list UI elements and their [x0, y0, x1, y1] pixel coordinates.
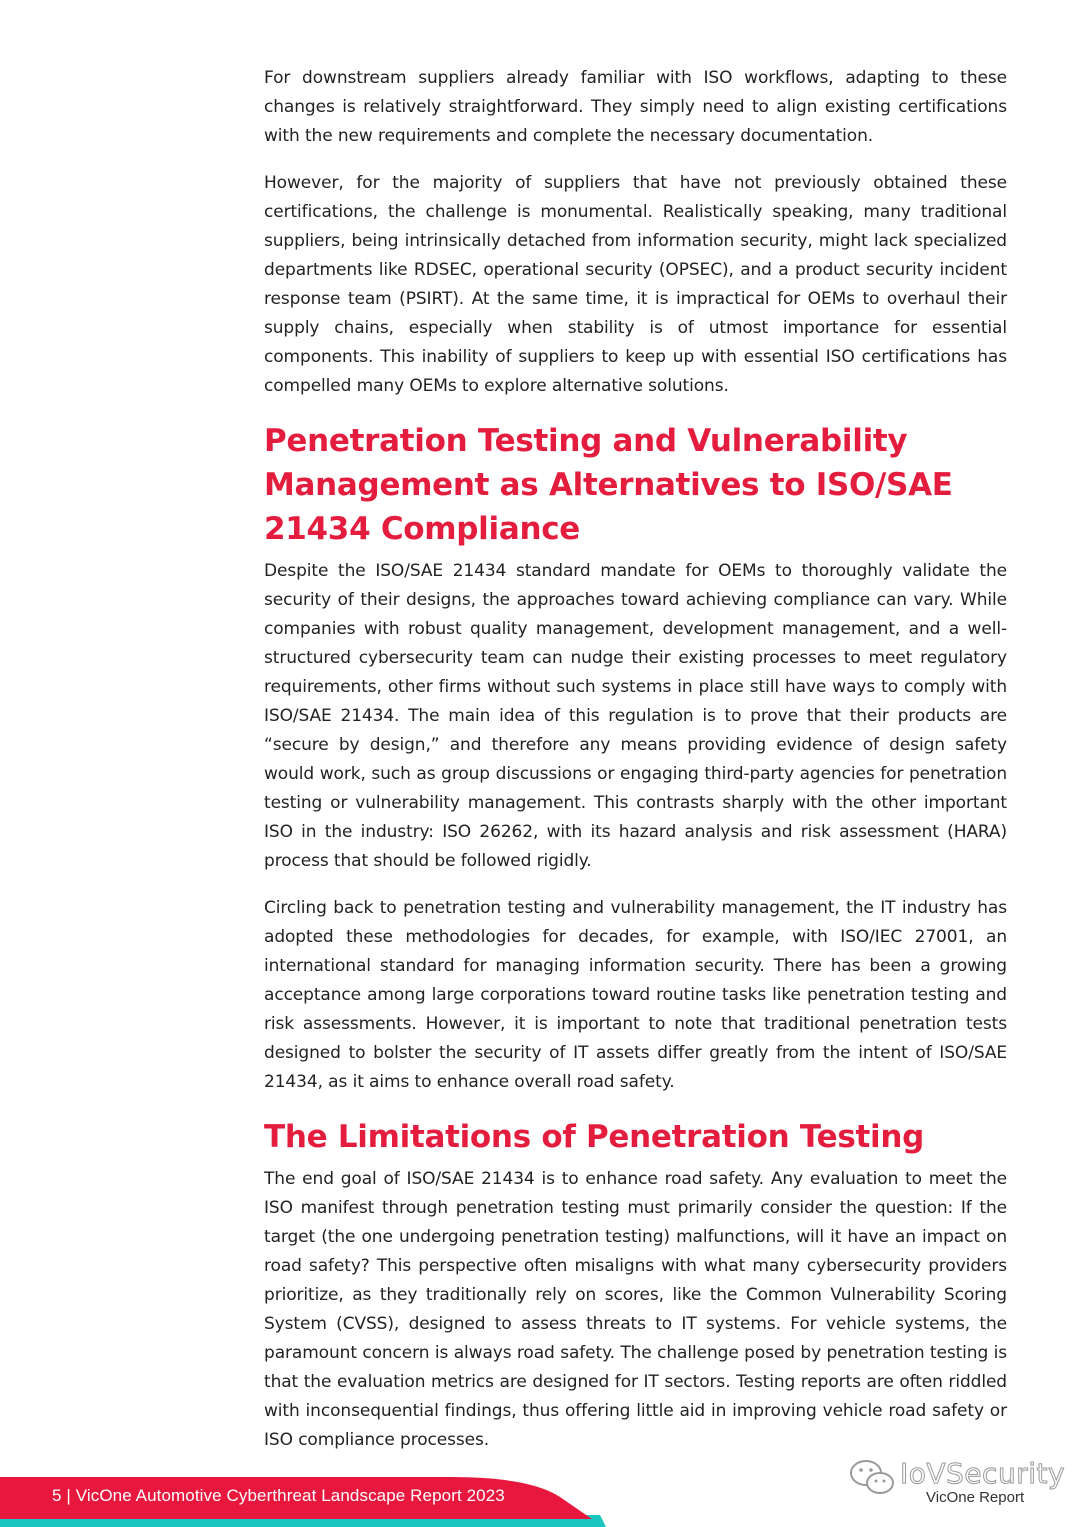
paragraph-alternatives-2: Circling back to penetration testing and vulnerability management, the IT industry has adopted these methodologies for decades, for example, with ISO/IEC 27001, an international standard for managing information security. There has been a growing acceptance among large corporations toward routine tasks like penetration testing and risk assessments. However, it is important to note that traditional penetration tests designed to bolster the security of IT assets differ greatly from the intent of ISO/SAE 21434, as it aims to enhance overall road safety. [264, 898, 1007, 1092]
section-heading-limitations: The Limitations of Penetration Testing [264, 1119, 924, 1155]
wechat-icon [848, 1455, 898, 1501]
paragraph-limitations-1: The end goal of ISO/SAE 21434 is to enhance road safety. Any evaluation to meet the ISO manifest through penetration testing must primarily consider the question: If the target (the one undergoing penetration testing) malfunctions, will it have an impact on road safety? This perspective often misaligns with what many cybersecurity providers prioritize, as they traditionally rely on scores, like the Common Vulnerability Scoring System (CVSS), designed to assess threats to IT systems. For vehicle systems, the paramount concern is always road safety. The challenge posed by penetration testing is that the evaluation metrics are designed for IT sectors. Testing reports are often riddled with inconsequential findings, thus offering little aid in improving vehicle road safety or ISO compliance processes. [264, 1169, 1007, 1450]
section-heading-alternatives: Penetration Testing and Vulnerability Management as Alternatives to ISO/SAE 21434 Compliance [264, 423, 953, 547]
paragraph-intro-2: However, for the majority of suppliers that have not previously obtained these certifications, the challenge is monumental. Realistically speaking, many traditional suppliers, being intrinsically detached from information security, might lack specialized departments like RDSEC, operational security (OPSEC), and a product security incident response team (PSIRT). At the same time, it is impractical for OEMs to overhaul their supply chains, especially when stability is of utmost importance for essential components. This inability of suppliers to keep up with essential ISO certifications has compelled many OEMs to explore alternative solutions. [264, 173, 1007, 396]
footer-page-label: 5 | VicOne Automotive Cyberthreat Landscape Report 2023 [52, 1486, 505, 1505]
watermark-subtitle: VicOne Report [926, 1489, 1025, 1506]
watermark [848, 1455, 1066, 1506]
paragraph-intro-1: For downstream suppliers already familiar with ISO workflows, adapting to these changes is relatively straightforward. They simply need to align existing certifications with the new requirements and complete the necessary documentation. [264, 68, 1007, 146]
paragraph-alternatives-1: Despite the ISO/SAE 21434 standard mandate for OEMs to thoroughly validate the security of their designs, the approaches toward achieving compliance can vary. While companies with robust quality management, development management, and a well-structured cybersecurity team can nudge their existing processes to meet regulatory requirements, other firms without such systems in place still have ways to comply with ISO/SAE 21434. The main idea of this regulation is to prove that their products are “secure by design,” and therefore any means providing evidence of design safety would work, such as group discussions or engaging third-party agencies for penetration testing or vulnerability management. This contrasts sharply with the other important ISO in the industry: ISO 26262, with its hazard analysis and risk assessment (HARA) process that should be followed rigidly. [264, 561, 1007, 871]
page-content [264, 64, 1007, 1473]
watermark-title: IoVSecurity [900, 1457, 1066, 1490]
